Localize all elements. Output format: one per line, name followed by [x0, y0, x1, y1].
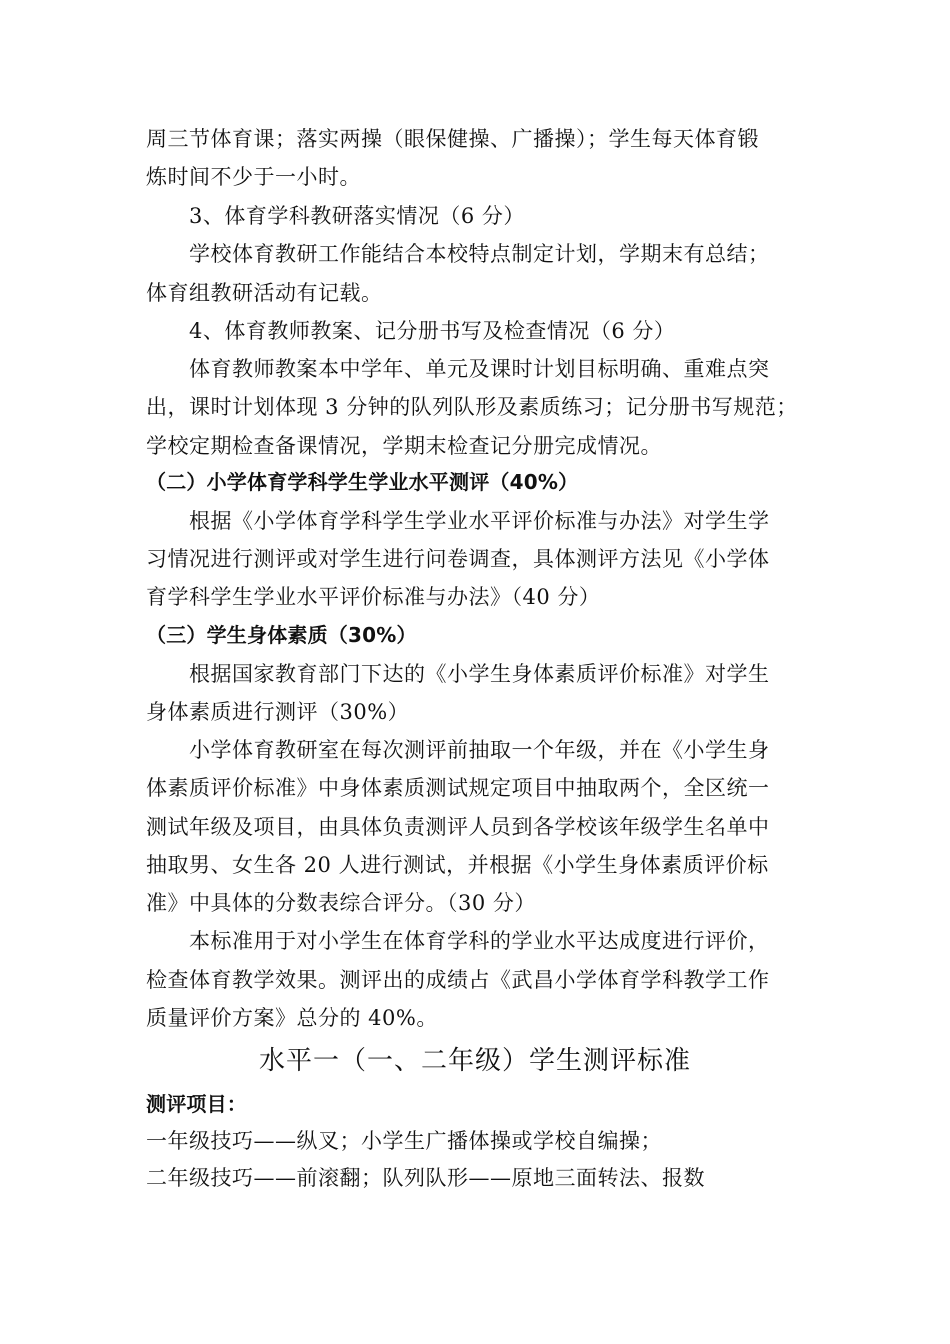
paragraph-line: 身体素质进行测评（30%） — [146, 700, 410, 724]
paragraph-line: 体素质评价标准》中身体素质测试规定项目中抽取两个，全区统一 — [146, 776, 770, 800]
paragraph-line: 准》中具体的分数表综合评分。（30 分） — [146, 891, 536, 915]
section-title: 水平一（一、二年级）学生测评标准 — [258, 1046, 691, 1076]
paragraph-line: 习情况进行测评或对学生进行问卷调查，具体测评方法见《小学体 — [146, 547, 770, 571]
paragraph-line: 学校定期检查备课情况，学期末检查记分册完成情况。 — [146, 434, 662, 458]
section-heading: （三）学生身体素质（30%） — [146, 623, 417, 647]
section-heading: （二）小学体育学科学生学业水平测评（40%） — [146, 470, 579, 494]
paragraph-line: 抽取男、女生各 20 人进行测试，并根据《小学生身体素质评价标 — [146, 853, 769, 877]
paragraph-line: 质量评价方案》总分的 40%。 — [146, 1006, 438, 1030]
paragraph-line: 育学科学生学业水平评价标准与办法》（40 分） — [146, 585, 601, 609]
paragraph-line: 本标准用于对小学生在体育学科的学业水平达成度进行评价， — [189, 929, 770, 953]
paragraph-line: 炼时间不少于一小时。 — [146, 165, 361, 189]
item-line: 一年级技巧——纵叉；小学生广播体操或学校自编操； — [146, 1129, 662, 1153]
paragraph-line: 小学体育教研室在每次测评前抽取一个年级，并在《小学生身 — [189, 738, 770, 762]
paragraph-line: 学校体育教研工作能结合本校特点制定计划，学期末有总结； — [189, 242, 770, 266]
subsection-heading: 3、体育学科教研落实情况（6 分） — [189, 204, 525, 228]
paragraph-line: 测试年级及项目，由具体负责测评人员到各学校该年级学生名单中 — [146, 815, 770, 839]
subsection-heading: 4、体育教师教案、记分册书写及检查情况（6 分） — [189, 319, 676, 343]
paragraph-line: 根据《小学体育学科学生学业水平评价标准与办法》对学生学 — [189, 509, 770, 533]
paragraph-line: 体育教师教案本中学年、单元及课时计划目标明确、重难点突 — [189, 357, 770, 381]
paragraph-line: 检查体育教学效果。测评出的成绩占《武昌小学体育学科教学工作 — [146, 968, 770, 992]
items-heading: 测评项目： — [146, 1092, 247, 1116]
paragraph-line: 周三节体育课；落实两操（眼保健操、广播操）；学生每天体育锻 — [146, 127, 759, 151]
paragraph-line: 根据国家教育部门下达的《小学生身体素质评价标准》对学生 — [189, 662, 770, 686]
paragraph-line: 体育组教研活动有记载。 — [146, 281, 383, 305]
paragraph-line: 出，课时计划体现 3 分钟的队列队形及素质练习；记分册书写规范； — [146, 395, 798, 419]
item-line: 二年级技巧——前滚翻；队列队形——原地三面转法、报数 — [146, 1166, 705, 1190]
